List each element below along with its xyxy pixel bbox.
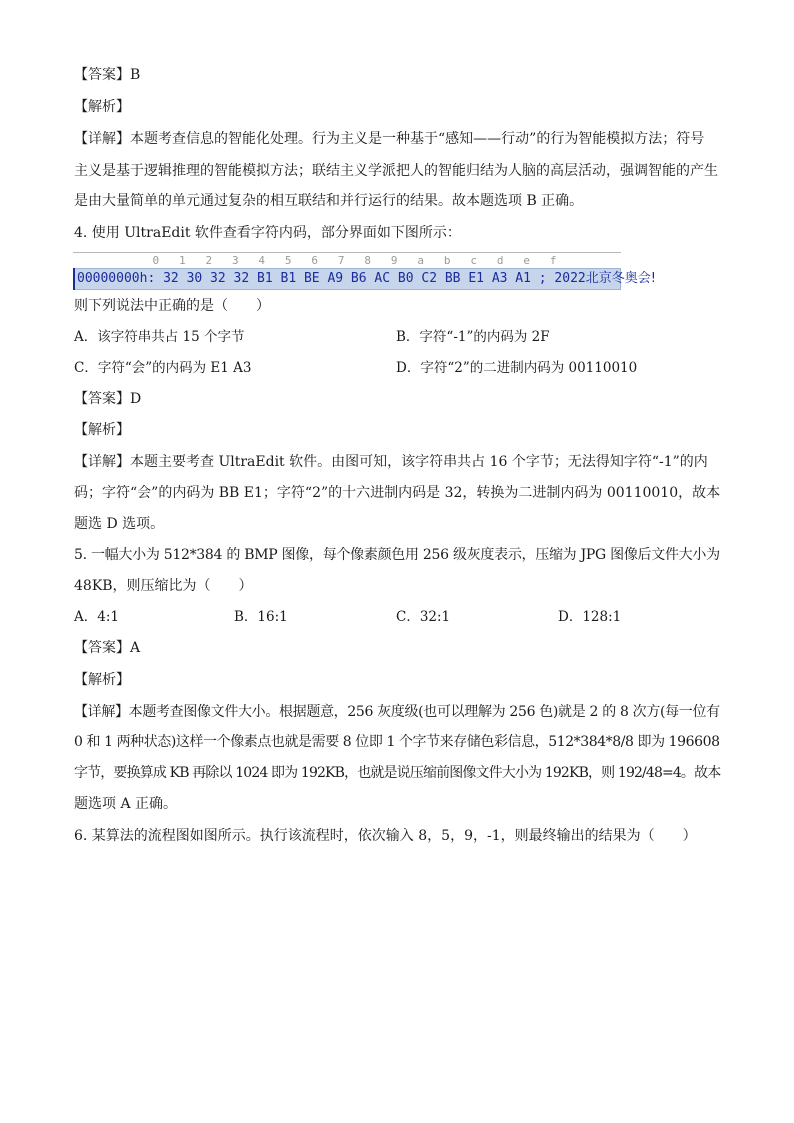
q4-answer: 【答案】D — [74, 391, 142, 407]
q4-question: 则下列说法中正确的是（ ） — [74, 298, 270, 314]
q3-detail-line-1: 【详解】本题考查信息的智能化处理。行为主义是一种基于“感知——行动”的行为智能模拟方法；符号 — [74, 131, 705, 147]
hex-view-divider — [73, 252, 621, 253]
q4-analysis-heading: 【解析】 — [74, 422, 130, 438]
q5-detail-line-3: 字节，要换算成 KB 再除以 1024 即为 192KB，也就是说压缩前图像文件大小为 192KB，则 192/48=4。故本 — [74, 765, 721, 781]
q5-analysis-heading: 【解析】 — [74, 672, 130, 688]
q4-detail-line-1: 【详解】本题主要考查 UltraEdit 软件。由图可知，该字符串共占 16 个字节；无法得知字符“-1”的内 — [74, 454, 708, 470]
q5-option-c: C．32:1 — [396, 609, 451, 625]
hex-bytes: 00000000h: 32 30 32 32 B1 B1 BE A9 B6 AC B0 C2 BB E1 A3 A1 ; 2022 — [77, 271, 586, 286]
q4-detail-line-3: 题选 D 选项。 — [74, 516, 165, 532]
q5-stem-line-2: 48KB，则压缩比为（ ） — [74, 578, 253, 594]
q5-option-b: B．16:1 — [234, 609, 288, 625]
q3-answer: 【答案】B — [74, 67, 141, 83]
q3-detail-line-2: 主义是基于逻辑推理的智能模拟方法；联结主义学派把人的智能归结为人脑的高层活动，强调智能的产生 — [74, 163, 718, 179]
q4-option-b: B．字符“-1”的内码为 2F — [396, 329, 550, 345]
q5-detail-line-1: 【详解】本题考查图像文件大小。根据题意，256 灰度级(也可以理解为 256 色)就是 2 的 8 次方(每一位有 — [74, 704, 720, 720]
q5-option-d: D．128:1 — [558, 609, 622, 625]
q5-stem-line-1: 5. 一幅大小为 512*384 的 BMP 图像，每个像素颜色用 256 级灰度表示，压缩为 JPG 图像后文件大小为 — [74, 547, 720, 563]
hex-column-ruler: 0 1 2 3 4 5 6 7 8 9 a b c d e f — [73, 254, 557, 267]
q4-stem: 4. 使用 UltraEdit 软件查看字符内码，部分界面如下图所示： — [74, 225, 461, 241]
q5-option-a: A．4:1 — [74, 609, 119, 625]
hex-caret — [73, 268, 75, 290]
q5-detail-line-2: 0 和 1 两种状态)这样一个像素点也就是需要 8 位即 1 个字节来存储色彩信息，512*384*8/8 即为 196608 — [74, 734, 720, 750]
q4-option-a: A．该字符串共占 15 个字节 — [74, 329, 245, 345]
q4-option-d: D．字符“2”的二进制内码为 00110010 — [396, 360, 638, 376]
hex-decoded-text: 北京冬奥会! — [585, 271, 656, 286]
q5-detail-line-4: 题选项 A 正确。 — [74, 796, 178, 812]
q4-option-c: C．字符“会”的内码为 E1 A3 — [74, 360, 252, 376]
q3-analysis-heading: 【解析】 — [74, 99, 130, 115]
q5-answer: 【答案】A — [74, 640, 141, 656]
q3-detail-line-3: 是由大量简单的单元通过复杂的相互联结和并行运行的结果。故本题选项 B 正确。 — [74, 193, 584, 209]
hex-data-row — [73, 268, 656, 290]
q4-detail-line-2: 码；字符“会”的内码为 BB E1；字符“2”的十六进制内码是 32，转换为二进制内码为 00110010，故本 — [74, 485, 721, 501]
ultraedit-hex-view — [73, 252, 656, 292]
q6-stem: 6. 某算法的流程图如图所示。执行该流程时，依次输入 8，5，9，-1，则最终输出的结果为（ ） — [74, 828, 697, 844]
